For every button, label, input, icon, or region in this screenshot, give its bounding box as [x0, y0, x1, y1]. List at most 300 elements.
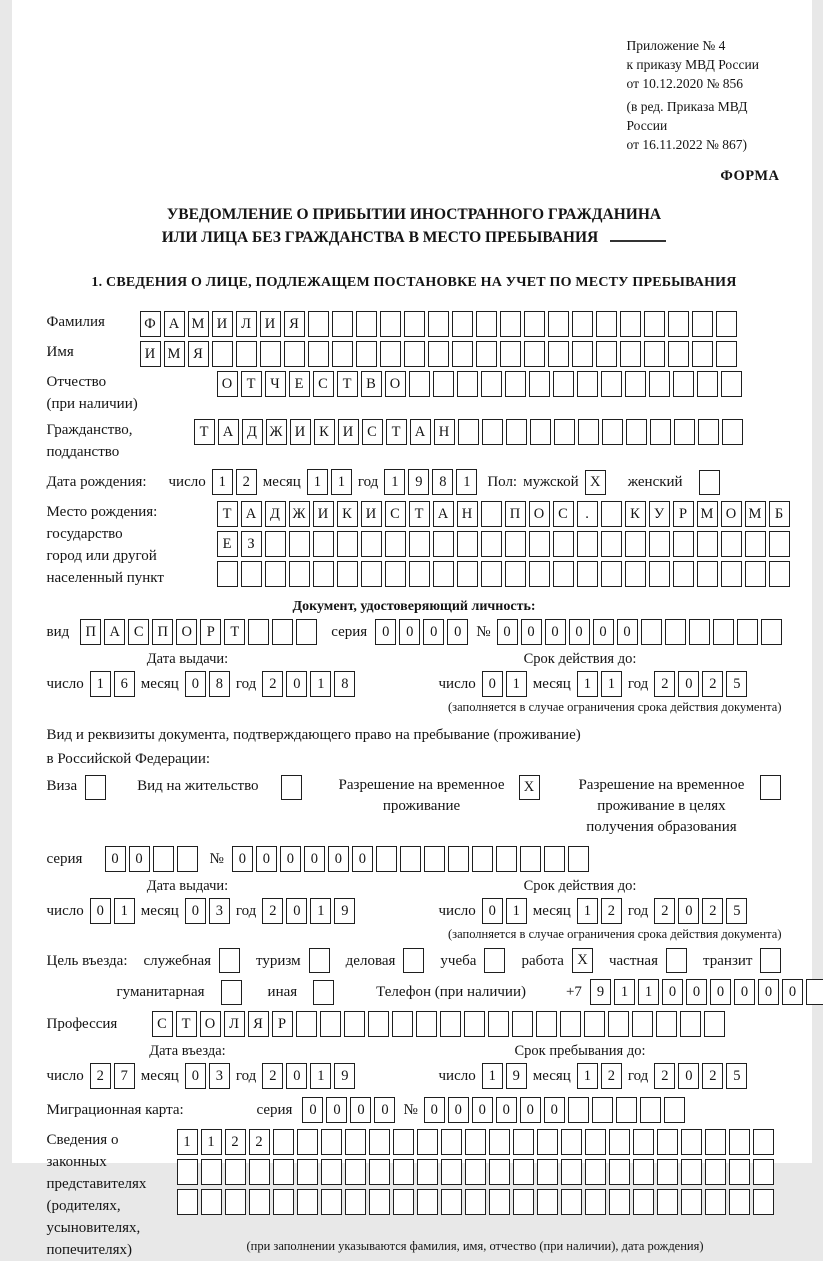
char-cell[interactable]: Т [176, 1011, 197, 1037]
temp-residence-checkbox[interactable]: X [519, 775, 540, 800]
char-cell[interactable]: 0 [129, 846, 150, 872]
char-cell[interactable]: О [176, 619, 197, 645]
char-cell[interactable] [713, 619, 734, 645]
char-cell[interactable] [369, 1159, 390, 1185]
char-cell[interactable]: 0 [569, 619, 590, 645]
char-cell[interactable] [153, 846, 174, 872]
char-cell[interactable] [641, 619, 662, 645]
char-cell[interactable]: 1 [90, 671, 111, 697]
char-cell[interactable] [289, 561, 310, 587]
char-cell[interactable] [345, 1129, 366, 1155]
char-cell[interactable] [656, 1011, 677, 1037]
char-cell[interactable] [369, 1129, 390, 1155]
char-cell[interactable] [225, 1159, 246, 1185]
char-cell[interactable]: 1 [177, 1129, 198, 1155]
char-cell[interactable] [753, 1129, 774, 1155]
char-cell[interactable] [345, 1159, 366, 1185]
char-cell[interactable] [553, 531, 574, 557]
char-cell[interactable] [380, 311, 401, 337]
char-cell[interactable] [368, 1011, 389, 1037]
char-cell[interactable]: 0 [544, 1097, 565, 1123]
char-cell[interactable]: Т [337, 371, 358, 397]
char-cell[interactable]: И [140, 341, 161, 367]
char-cell[interactable] [721, 531, 742, 557]
char-cell[interactable]: К [314, 419, 335, 445]
char-cell[interactable] [500, 311, 521, 337]
char-cell[interactable] [416, 1011, 437, 1037]
char-cell[interactable] [664, 1097, 685, 1123]
char-cell[interactable]: 9 [408, 469, 429, 495]
char-cell[interactable]: П [152, 619, 173, 645]
char-cell[interactable]: 3 [209, 1063, 230, 1089]
char-cell[interactable]: 0 [326, 1097, 347, 1123]
char-cell[interactable] [625, 561, 646, 587]
char-cell[interactable] [332, 341, 353, 367]
char-cell[interactable]: С [313, 371, 334, 397]
char-cell[interactable]: Н [457, 501, 478, 527]
char-cell[interactable] [681, 1129, 702, 1155]
char-cell[interactable] [452, 341, 473, 367]
char-cell[interactable]: 0 [520, 1097, 541, 1123]
char-cell[interactable]: 2 [654, 1063, 675, 1089]
char-cell[interactable] [633, 1159, 654, 1185]
char-cell[interactable] [465, 1129, 486, 1155]
char-cell[interactable] [601, 561, 622, 587]
char-cell[interactable] [433, 561, 454, 587]
char-cell[interactable]: Л [236, 311, 257, 337]
char-cell[interactable] [177, 846, 198, 872]
char-cell[interactable] [313, 531, 334, 557]
char-cell[interactable]: 0 [90, 898, 111, 924]
char-cell[interactable] [520, 846, 541, 872]
char-cell[interactable] [458, 419, 479, 445]
char-cell[interactable]: 0 [734, 979, 755, 1005]
char-cell[interactable] [644, 311, 665, 337]
char-cell[interactable] [344, 1011, 365, 1037]
char-cell[interactable] [321, 1189, 342, 1215]
char-cell[interactable] [568, 846, 589, 872]
char-cell[interactable]: А [241, 501, 262, 527]
char-cell[interactable] [481, 561, 502, 587]
char-cell[interactable] [512, 1011, 533, 1037]
char-cell[interactable] [649, 531, 670, 557]
char-cell[interactable]: 5 [726, 671, 747, 697]
char-cell[interactable] [393, 1159, 414, 1185]
char-cell[interactable]: 2 [702, 671, 723, 697]
char-cell[interactable]: 2 [236, 469, 257, 495]
char-cell[interactable]: 0 [678, 898, 699, 924]
char-cell[interactable]: 0 [448, 1097, 469, 1123]
char-cell[interactable] [433, 371, 454, 397]
char-cell[interactable] [602, 419, 623, 445]
char-cell[interactable] [697, 371, 718, 397]
char-cell[interactable] [457, 531, 478, 557]
char-cell[interactable]: Н [434, 419, 455, 445]
char-cell[interactable]: 0 [617, 619, 638, 645]
char-cell[interactable]: 2 [654, 671, 675, 697]
char-cell[interactable] [769, 531, 790, 557]
char-cell[interactable] [265, 561, 286, 587]
char-cell[interactable] [441, 1189, 462, 1215]
char-cell[interactable] [248, 619, 269, 645]
form-number-blank[interactable] [610, 226, 666, 242]
char-cell[interactable]: О [385, 371, 406, 397]
char-cell[interactable] [428, 311, 449, 337]
char-cell[interactable] [633, 1129, 654, 1155]
char-cell[interactable] [385, 561, 406, 587]
char-cell[interactable]: К [625, 501, 646, 527]
char-cell[interactable] [553, 371, 574, 397]
char-cell[interactable]: 0 [286, 671, 307, 697]
char-cell[interactable]: 9 [506, 1063, 527, 1089]
char-cell[interactable]: 0 [678, 671, 699, 697]
char-cell[interactable]: П [80, 619, 101, 645]
char-cell[interactable]: 2 [225, 1129, 246, 1155]
char-cell[interactable] [201, 1159, 222, 1185]
char-cell[interactable] [806, 979, 823, 1005]
char-cell[interactable] [489, 1159, 510, 1185]
char-cell[interactable]: Р [673, 501, 694, 527]
char-cell[interactable]: 0 [375, 619, 396, 645]
char-cell[interactable] [217, 561, 238, 587]
char-cell[interactable] [476, 341, 497, 367]
char-cell[interactable] [481, 531, 502, 557]
char-cell[interactable] [625, 531, 646, 557]
char-cell[interactable]: Ж [266, 419, 287, 445]
char-cell[interactable] [313, 561, 334, 587]
char-cell[interactable]: 9 [590, 979, 611, 1005]
char-cell[interactable]: 1 [331, 469, 352, 495]
char-cell[interactable]: С [362, 419, 383, 445]
char-cell[interactable]: 0 [399, 619, 420, 645]
char-cell[interactable] [716, 341, 737, 367]
char-cell[interactable]: 2 [654, 898, 675, 924]
char-cell[interactable] [692, 311, 713, 337]
char-cell[interactable]: 0 [280, 846, 301, 872]
char-cell[interactable]: И [338, 419, 359, 445]
char-cell[interactable] [721, 561, 742, 587]
char-cell[interactable] [620, 341, 641, 367]
char-cell[interactable] [489, 1189, 510, 1215]
char-cell[interactable]: Р [200, 619, 221, 645]
char-cell[interactable] [592, 1097, 613, 1123]
char-cell[interactable] [729, 1189, 750, 1215]
residence-permit-checkbox[interactable] [281, 775, 302, 800]
char-cell[interactable] [649, 371, 670, 397]
char-cell[interactable] [644, 341, 665, 367]
char-cell[interactable] [417, 1189, 438, 1215]
char-cell[interactable]: Д [265, 501, 286, 527]
char-cell[interactable] [578, 419, 599, 445]
char-cell[interactable] [457, 371, 478, 397]
char-cell[interactable] [464, 1011, 485, 1037]
char-cell[interactable] [260, 341, 281, 367]
char-cell[interactable]: 9 [334, 898, 355, 924]
char-cell[interactable]: С [152, 1011, 173, 1037]
char-cell[interactable] [665, 619, 686, 645]
char-cell[interactable] [393, 1129, 414, 1155]
char-cell[interactable] [608, 1011, 629, 1037]
char-cell[interactable]: 0 [521, 619, 542, 645]
char-cell[interactable]: Р [272, 1011, 293, 1037]
char-cell[interactable] [296, 1011, 317, 1037]
char-cell[interactable]: 2 [601, 898, 622, 924]
char-cell[interactable]: С [385, 501, 406, 527]
char-cell[interactable] [337, 531, 358, 557]
char-cell[interactable]: Т [409, 501, 430, 527]
char-cell[interactable] [505, 561, 526, 587]
char-cell[interactable]: Я [248, 1011, 269, 1037]
char-cell[interactable] [681, 1189, 702, 1215]
char-cell[interactable] [536, 1011, 557, 1037]
char-cell[interactable] [697, 561, 718, 587]
char-cell[interactable] [249, 1189, 270, 1215]
char-cell[interactable]: 0 [424, 1097, 445, 1123]
char-cell[interactable] [465, 1159, 486, 1185]
purpose-sluzhebnaya-checkbox[interactable] [219, 948, 240, 973]
char-cell[interactable] [585, 1129, 606, 1155]
char-cell[interactable] [265, 531, 286, 557]
char-cell[interactable] [674, 419, 695, 445]
char-cell[interactable] [332, 311, 353, 337]
char-cell[interactable]: 1 [614, 979, 635, 1005]
char-cell[interactable]: 1 [384, 469, 405, 495]
char-cell[interactable]: Я [188, 341, 209, 367]
char-cell[interactable]: 0 [447, 619, 468, 645]
char-cell[interactable] [296, 619, 317, 645]
char-cell[interactable] [737, 619, 758, 645]
char-cell[interactable] [524, 341, 545, 367]
char-cell[interactable]: А [433, 501, 454, 527]
char-cell[interactable] [657, 1189, 678, 1215]
char-cell[interactable]: 5 [726, 898, 747, 924]
char-cell[interactable]: 2 [262, 671, 283, 697]
char-cell[interactable] [284, 341, 305, 367]
char-cell[interactable] [393, 1189, 414, 1215]
char-cell[interactable] [548, 311, 569, 337]
char-cell[interactable] [568, 1097, 589, 1123]
char-cell[interactable] [457, 561, 478, 587]
char-cell[interactable] [585, 1159, 606, 1185]
char-cell[interactable] [668, 311, 689, 337]
purpose-tranzit-checkbox[interactable] [760, 948, 781, 973]
char-cell[interactable] [673, 561, 694, 587]
char-cell[interactable]: 1 [212, 469, 233, 495]
char-cell[interactable] [273, 1189, 294, 1215]
char-cell[interactable] [489, 1129, 510, 1155]
char-cell[interactable]: Т [386, 419, 407, 445]
char-cell[interactable] [488, 1011, 509, 1037]
char-cell[interactable]: Т [217, 501, 238, 527]
char-cell[interactable] [236, 341, 257, 367]
char-cell[interactable]: И [361, 501, 382, 527]
char-cell[interactable] [289, 531, 310, 557]
char-cell[interactable]: 1 [638, 979, 659, 1005]
char-cell[interactable] [560, 1011, 581, 1037]
char-cell[interactable] [609, 1159, 630, 1185]
char-cell[interactable]: 5 [726, 1063, 747, 1089]
char-cell[interactable] [673, 531, 694, 557]
char-cell[interactable] [620, 311, 641, 337]
char-cell[interactable]: 0 [482, 898, 503, 924]
char-cell[interactable]: 0 [185, 898, 206, 924]
char-cell[interactable] [577, 371, 598, 397]
char-cell[interactable]: М [188, 311, 209, 337]
char-cell[interactable] [496, 846, 517, 872]
char-cell[interactable] [553, 561, 574, 587]
char-cell[interactable]: 0 [482, 671, 503, 697]
char-cell[interactable]: 1 [506, 898, 527, 924]
char-cell[interactable] [650, 419, 671, 445]
char-cell[interactable]: 1 [114, 898, 135, 924]
char-cell[interactable]: 1 [577, 671, 598, 697]
char-cell[interactable]: . [577, 501, 598, 527]
char-cell[interactable]: 1 [456, 469, 477, 495]
char-cell[interactable] [601, 531, 622, 557]
char-cell[interactable] [657, 1129, 678, 1155]
char-cell[interactable]: 8 [334, 671, 355, 697]
char-cell[interactable] [577, 531, 598, 557]
char-cell[interactable]: Я [284, 311, 305, 337]
char-cell[interactable] [649, 561, 670, 587]
char-cell[interactable] [722, 419, 743, 445]
char-cell[interactable]: 0 [286, 898, 307, 924]
char-cell[interactable] [530, 419, 551, 445]
char-cell[interactable] [376, 846, 397, 872]
char-cell[interactable]: 0 [545, 619, 566, 645]
char-cell[interactable]: 1 [577, 1063, 598, 1089]
char-cell[interactable] [601, 501, 622, 527]
char-cell[interactable]: 2 [262, 1063, 283, 1089]
char-cell[interactable] [668, 341, 689, 367]
char-cell[interactable] [537, 1159, 558, 1185]
char-cell[interactable] [524, 311, 545, 337]
char-cell[interactable] [761, 619, 782, 645]
char-cell[interactable]: 0 [710, 979, 731, 1005]
char-cell[interactable]: Е [289, 371, 310, 397]
char-cell[interactable]: М [745, 501, 766, 527]
char-cell[interactable] [273, 1129, 294, 1155]
char-cell[interactable] [465, 1189, 486, 1215]
char-cell[interactable] [721, 371, 742, 397]
char-cell[interactable] [596, 311, 617, 337]
purpose-turizm-checkbox[interactable] [309, 948, 330, 973]
char-cell[interactable] [369, 1189, 390, 1215]
char-cell[interactable] [361, 561, 382, 587]
purpose-inaya-checkbox[interactable] [313, 980, 334, 1005]
char-cell[interactable] [356, 341, 377, 367]
char-cell[interactable] [321, 1159, 342, 1185]
char-cell[interactable] [513, 1159, 534, 1185]
char-cell[interactable] [537, 1129, 558, 1155]
char-cell[interactable] [601, 371, 622, 397]
purpose-chastnaya-checkbox[interactable] [666, 948, 687, 973]
char-cell[interactable]: 1 [482, 1063, 503, 1089]
char-cell[interactable]: 1 [506, 671, 527, 697]
char-cell[interactable] [321, 1129, 342, 1155]
char-cell[interactable]: 0 [105, 846, 126, 872]
char-cell[interactable]: 0 [286, 1063, 307, 1089]
char-cell[interactable]: О [529, 501, 550, 527]
char-cell[interactable] [596, 341, 617, 367]
char-cell[interactable]: А [410, 419, 431, 445]
char-cell[interactable]: 0 [758, 979, 779, 1005]
char-cell[interactable]: М [697, 501, 718, 527]
char-cell[interactable]: С [553, 501, 574, 527]
sex-female-checkbox[interactable] [699, 470, 720, 495]
char-cell[interactable]: З [241, 531, 262, 557]
char-cell[interactable] [529, 531, 550, 557]
char-cell[interactable]: 2 [601, 1063, 622, 1089]
char-cell[interactable]: У [649, 501, 670, 527]
char-cell[interactable]: 1 [601, 671, 622, 697]
char-cell[interactable] [716, 311, 737, 337]
char-cell[interactable] [448, 846, 469, 872]
char-cell[interactable]: Л [224, 1011, 245, 1037]
char-cell[interactable]: Ф [140, 311, 161, 337]
char-cell[interactable] [626, 419, 647, 445]
char-cell[interactable]: 6 [114, 671, 135, 697]
char-cell[interactable]: 0 [782, 979, 803, 1005]
char-cell[interactable] [705, 1159, 726, 1185]
char-cell[interactable] [308, 341, 329, 367]
char-cell[interactable] [705, 1129, 726, 1155]
char-cell[interactable] [297, 1129, 318, 1155]
char-cell[interactable] [177, 1189, 198, 1215]
char-cell[interactable]: 0 [304, 846, 325, 872]
char-cell[interactable] [657, 1159, 678, 1185]
char-cell[interactable]: 0 [302, 1097, 323, 1123]
char-cell[interactable]: К [337, 501, 358, 527]
char-cell[interactable] [241, 561, 262, 587]
char-cell[interactable]: П [505, 501, 526, 527]
char-cell[interactable] [673, 371, 694, 397]
char-cell[interactable]: Т [224, 619, 245, 645]
char-cell[interactable] [272, 619, 293, 645]
char-cell[interactable]: Ч [265, 371, 286, 397]
char-cell[interactable] [380, 341, 401, 367]
char-cell[interactable] [505, 531, 526, 557]
char-cell[interactable]: Ж [289, 501, 310, 527]
char-cell[interactable] [572, 341, 593, 367]
char-cell[interactable] [692, 341, 713, 367]
temp-residence-edu-checkbox[interactable] [760, 775, 781, 800]
char-cell[interactable]: 0 [328, 846, 349, 872]
char-cell[interactable]: 8 [209, 671, 230, 697]
char-cell[interactable] [577, 561, 598, 587]
purpose-delovaya-checkbox[interactable] [403, 948, 424, 973]
char-cell[interactable]: 0 [423, 619, 444, 645]
char-cell[interactable] [424, 846, 445, 872]
char-cell[interactable]: А [218, 419, 239, 445]
char-cell[interactable] [409, 371, 430, 397]
char-cell[interactable]: 0 [374, 1097, 395, 1123]
char-cell[interactable] [698, 419, 719, 445]
char-cell[interactable] [745, 531, 766, 557]
char-cell[interactable]: 1 [310, 1063, 331, 1089]
char-cell[interactable]: 0 [593, 619, 614, 645]
char-cell[interactable] [500, 341, 521, 367]
char-cell[interactable]: О [200, 1011, 221, 1037]
char-cell[interactable]: 1 [577, 898, 598, 924]
char-cell[interactable] [201, 1189, 222, 1215]
char-cell[interactable]: С [128, 619, 149, 645]
char-cell[interactable] [705, 1189, 726, 1215]
char-cell[interactable] [554, 419, 575, 445]
char-cell[interactable] [585, 1189, 606, 1215]
char-cell[interactable] [625, 371, 646, 397]
char-cell[interactable] [441, 1129, 462, 1155]
